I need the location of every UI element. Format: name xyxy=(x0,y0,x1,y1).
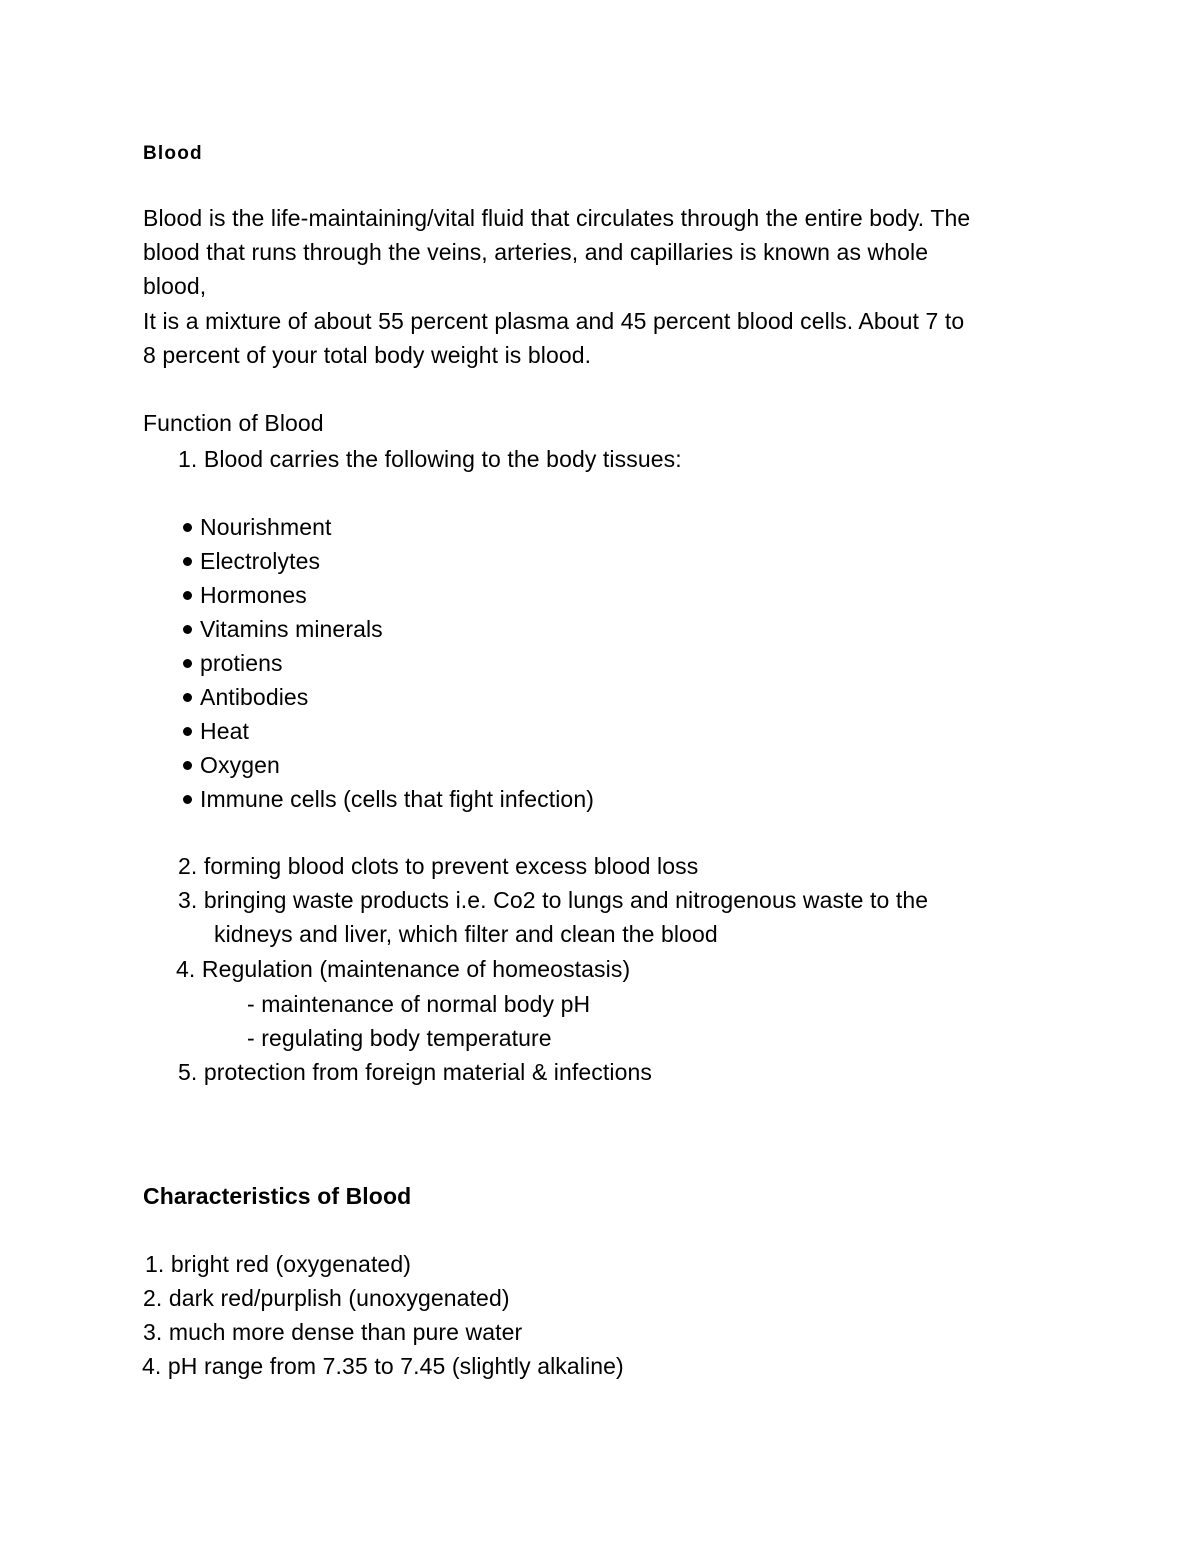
carried-list-item xyxy=(183,785,594,813)
function-item-2: 2. forming blood clots to prevent excess blood loss xyxy=(178,853,699,879)
carried-item-label: Electrolytes xyxy=(200,548,321,574)
characteristic-item: 4. pH range from 7.35 to 7.45 (slightly alkaline) xyxy=(142,1353,624,1379)
bullet-icon xyxy=(183,591,192,600)
carried-list-item xyxy=(183,615,383,643)
bullet-icon xyxy=(183,761,192,770)
carried-item-label: Nourishment xyxy=(200,514,332,540)
carried-item-label: Vitamins minerals xyxy=(200,616,383,642)
carried-list-item xyxy=(183,581,307,609)
function-item-3: 3. bringing waste products i.e. Co2 to lungs and nitrogenous waste to the xyxy=(178,887,929,913)
carried-list-item xyxy=(183,751,280,779)
carried-item-label: Immune cells (cells that fight infection) xyxy=(200,786,594,812)
carried-item-label: Oxygen xyxy=(200,752,280,778)
bullet-icon xyxy=(183,659,192,668)
intro-line: It is a mixture of about 55 percent plasma and 45 percent blood cells. About 7 to xyxy=(143,308,965,334)
characteristic-item: 1. bright red (oxygenated) xyxy=(145,1251,411,1277)
bullet-icon xyxy=(183,693,192,702)
characteristic-item: 3. much more dense than pure water xyxy=(143,1319,523,1345)
carried-item-label: Antibodies xyxy=(200,684,309,710)
function-item-3-continued: kidneys and liver, which filter and clean the blood xyxy=(214,921,718,947)
carried-list-item xyxy=(183,649,283,677)
intro-line: 8 percent of your total body weight is blood. xyxy=(143,342,592,368)
carried-item-label: protiens xyxy=(200,650,283,676)
characteristic-item: 2. dark red/purplish (unoxygenated) xyxy=(143,1285,510,1311)
carried-list-item xyxy=(183,547,320,575)
carried-list-item xyxy=(183,683,308,711)
bullet-icon xyxy=(183,727,192,736)
carried-item-label: Heat xyxy=(200,718,249,744)
bullet-icon xyxy=(183,557,192,566)
function-item-4-sub: - maintenance of normal body pH xyxy=(247,991,591,1017)
intro-line: Blood is the life-maintaining/vital fluid that circulates through the entire body. The xyxy=(143,205,971,231)
characteristics-heading: Characteristics of Blood xyxy=(143,1183,412,1209)
intro-line: blood, xyxy=(143,273,207,299)
carried-list-item xyxy=(183,513,332,541)
carried-item-label: Hormones xyxy=(200,582,307,608)
bullet-icon xyxy=(183,795,192,804)
intro-line: blood that runs through the veins, arteries, and capillaries is known as whole xyxy=(143,239,929,265)
function-heading: Function of Blood xyxy=(143,410,324,436)
function-item-1: 1. Blood carries the following to the body tissues: xyxy=(178,446,682,472)
carried-list-item xyxy=(183,717,249,745)
document-title: Blood xyxy=(143,143,203,164)
bullet-icon xyxy=(183,523,192,532)
function-item-4: 4. Regulation (maintenance of homeostasis) xyxy=(176,956,631,982)
function-item-5: 5. protection from foreign material & infections xyxy=(178,1059,652,1085)
bullet-icon xyxy=(183,625,192,634)
function-item-4-sub: - regulating body temperature xyxy=(247,1025,552,1051)
